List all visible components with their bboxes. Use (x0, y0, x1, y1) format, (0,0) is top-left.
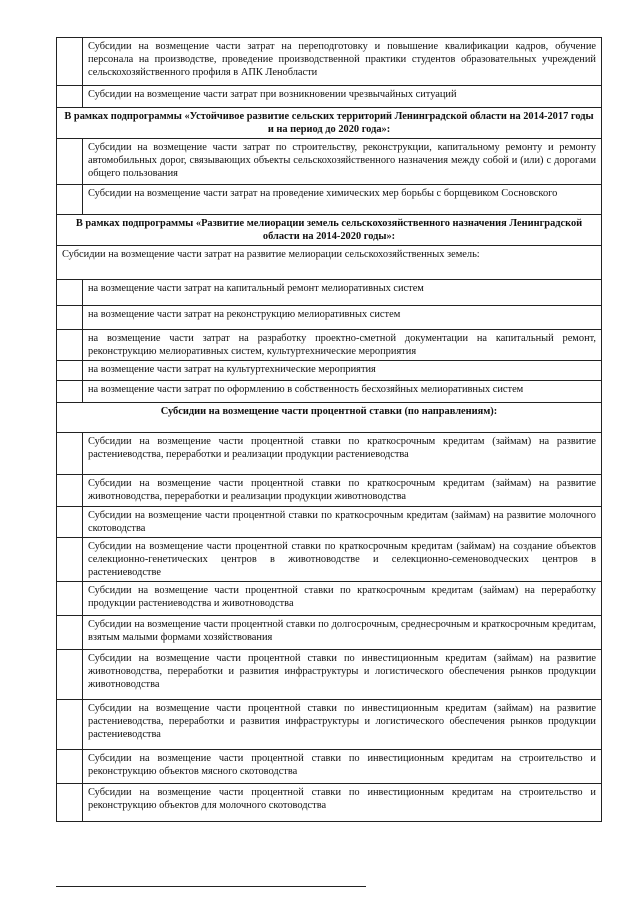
table-row (57, 750, 602, 784)
item-text-cell: на возмещение части затрат на культуртехнические мероприятия (83, 361, 602, 381)
section-header-row (57, 108, 602, 139)
table-row (57, 86, 602, 108)
number-cell (57, 139, 83, 185)
item-text-cell: на возмещение части затрат на разработку проектно-сметной документации на капитальный ремонт, реконструкцию мелиоративных систем, культуртехнические мероприятия (83, 330, 602, 361)
item-text-cell: на возмещение части затрат на капитальный ремонт мелиоративных систем (83, 280, 602, 306)
item-text-cell: Субсидии на возмещение части затрат на проведение химических мер борьбы с борщевиком Сосновского (83, 185, 602, 215)
item-text-cell: Субсидии на возмещение части процентной ставки по краткосрочным кредитам (займам) на развитие животноводства, переработки и реализации продукции животноводства (83, 475, 602, 507)
section-header-row (57, 215, 602, 246)
item-text-cell: Субсидии на возмещение части процентной ставки по инвестиционным кредитам на строительство и реконструкцию объектов мясного скотоводства (83, 750, 602, 784)
footer-rule (56, 886, 366, 887)
number-cell (57, 381, 83, 403)
table-row (57, 700, 602, 750)
item-text-cell: на возмещение части затрат по оформлению в собственность бесхозяйных мелиоративных систем (83, 381, 602, 403)
number-cell (57, 538, 83, 582)
table-row (57, 784, 602, 822)
table-row (57, 38, 602, 86)
number-cell (57, 330, 83, 361)
number-cell (57, 306, 83, 330)
number-cell (57, 784, 83, 822)
number-cell (57, 582, 83, 616)
table-row (57, 330, 602, 361)
number-cell (57, 185, 83, 215)
table-row (57, 139, 602, 185)
table-row (57, 381, 602, 403)
table-row (57, 507, 602, 538)
number-cell (57, 750, 83, 784)
item-text-cell: Субсидии на возмещение части процентной ставки по краткосрочным кредитам (займам) на развитие молочного скотоводства (83, 507, 602, 538)
item-text-cell: Субсидии на возмещение части процентной ставки по инвестиционным кредитам (займам) на развитие растениеводства, переработки и развития инфраструктуры и логистического обеспечения рынков продукции растениеводства (83, 700, 602, 750)
item-text-cell: Субсидии на возмещение части процентной ставки по инвестиционным кредитам на строительство и реконструкцию объектов для молочного скотоводства (83, 784, 602, 822)
section-header-row (57, 403, 602, 433)
number-cell (57, 616, 83, 650)
table-row (57, 361, 602, 381)
subsidies-table-body (57, 38, 602, 822)
section-header-cell: Субсидии на возмещение части процентной ставки (по направлениям): (57, 403, 602, 433)
number-cell (57, 433, 83, 475)
number-cell (57, 86, 83, 108)
section-header-cell: В рамках подпрограммы «Развитие мелиорации земель сельскохозяйственного назначения Ленинградской области на 2014-2020 годы»: (57, 215, 602, 246)
table-row (57, 650, 602, 700)
table-row (57, 280, 602, 306)
item-text-cell: Субсидии на возмещение части процентной ставки по долгосрочным, среднесрочным и краткосрочным кредитам, взятым малыми формами хозяйствования (83, 616, 602, 650)
table-row (57, 433, 602, 475)
full-width-cell: Субсидии на возмещение части затрат на развитие мелиорации сельскохозяйственных земель: (57, 246, 602, 280)
item-text-cell: Субсидии на возмещение части затрат на переподготовку и повышение квалификации кадров, обучение персонала на производстве, проведение производственной практики студентов образовательных учреждений сельскохозяйственного профиля в АПК Ленобласти (83, 38, 602, 86)
item-text-cell: Субсидии на возмещение части процентной ставки по краткосрочным кредитам (займам) на развитие растениеводства, переработки и реализации продукции растениеводства (83, 433, 602, 475)
number-cell (57, 361, 83, 381)
number-cell (57, 700, 83, 750)
number-cell (57, 38, 83, 86)
item-text-cell: Субсидии на возмещение части процентной ставки по краткосрочным кредитам (займам) на переработку продукции растениеводства и животноводства (83, 582, 602, 616)
table-row (57, 616, 602, 650)
item-text-cell: Субсидии на возмещение части затрат по строительству, реконструкции, капитальному ремонту и ремонту автомобильных дорог, связывающих объекты сельскохозяйственного назначения между собой и (или) с дорогами общего пользования (83, 139, 602, 185)
number-cell (57, 280, 83, 306)
section-header-cell: В рамках подпрограммы «Устойчивое развитие сельских территорий Ленинградской области на 2014-2017 годы и на период до 2020 года»: (57, 108, 602, 139)
item-text-cell: Субсидии на возмещение части процентной ставки по инвестиционным кредитам (займам) на развитие животноводства, переработки и развития инфраструктуры и логистического обеспечения рынков продукции животноводства (83, 650, 602, 700)
item-text-cell: Субсидии на возмещение части затрат при возникновении чрезвычайных ситуаций (83, 86, 602, 108)
number-cell (57, 475, 83, 507)
table-row (57, 185, 602, 215)
subsidies-table (56, 37, 602, 822)
table-row (57, 475, 602, 507)
table-row (57, 306, 602, 330)
number-cell (57, 507, 83, 538)
table-row (57, 246, 602, 280)
table-row (57, 538, 602, 582)
item-text-cell: Субсидии на возмещение части процентной ставки по краткосрочным кредитам (займам) на создание объектов селекционно-генетических центров в животноводстве и селекционно-семеноводческих центров в растениеводстве (83, 538, 602, 582)
item-text-cell: на возмещение части затрат на реконструкцию мелиоративных систем (83, 306, 602, 330)
number-cell (57, 650, 83, 700)
table-row (57, 582, 602, 616)
